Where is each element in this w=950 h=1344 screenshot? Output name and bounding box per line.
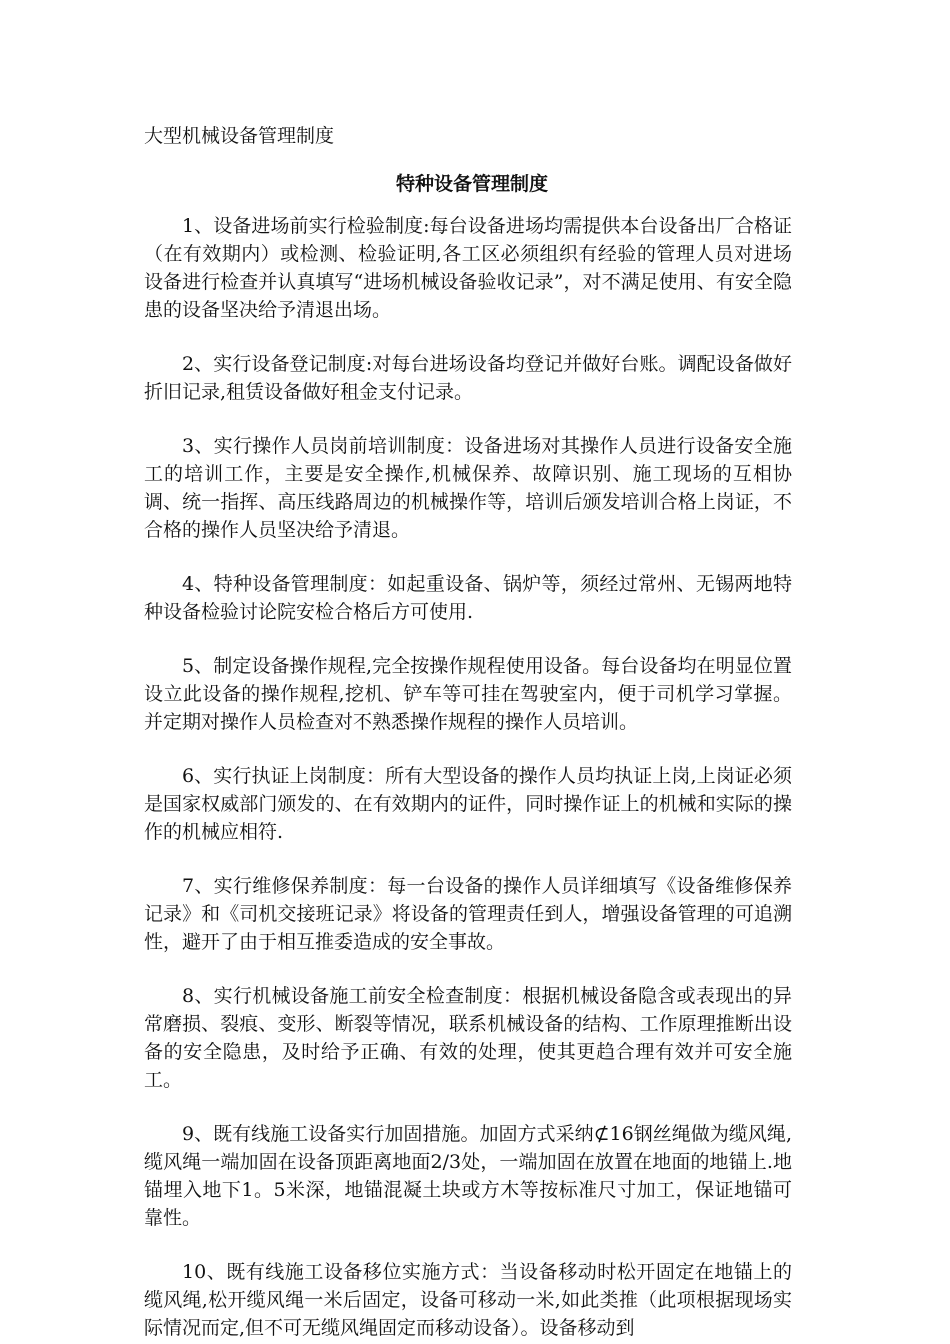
paragraph-8: 8、实行机械设备施工前安全检查制度：根据机械设备隐含或表现出的异常磨损、裂痕、变形、断裂等情况，联系机械设备的结构、工作原理推断出设备的安全隐患，及时给予正确、有效的处理，使其更趋合理有效并可安全施工。 xyxy=(144,985,792,1091)
paragraph-6: 6、实行执证上岗制度：所有大型设备的操作人员均执证上岗,上岗证必须是国家权威部门颁发的、在有效期内的证件，同时操作证上的机械和实际的操作的机械应相符. xyxy=(144,765,792,843)
paragraph-4: 4、特种设备管理制度：如起重设备、锅炉等，须经过常州、无锡两地特种设备检验讨论院安检合格后方可使用. xyxy=(144,573,792,623)
paragraph-5: 5、制定设备操作规程,完全按操作规程使用设备。每台设备均在明显位置设立此设备的操作规程,挖机、铲车等可挂在驾驶室内，便于司机学习掌握。并定期对操作人员检查对不熟悉操作规程的操作人员培训。 xyxy=(144,655,792,733)
section-title: 特种设备管理制度 xyxy=(395,173,548,195)
document-title: 大型机械设备管理制度 xyxy=(144,125,335,147)
paragraph-3: 3、实行操作人员岗前培训制度：设备进场对其操作人员进行设备安全施工的培训工作，主要是安全操作,机械保养、故障识别、施工现场的互相协调、统一指挥、高压线路周边的机械操作等，培训后颁发培训合格上岗证，不合格的操作人员坚决给予清退。 xyxy=(144,435,792,541)
paragraph-2: 2、实行设备登记制度:对每台进场设备均登记并做好台账。调配设备做好折旧记录,租赁设备做好租金支付记录。 xyxy=(144,353,792,403)
paragraph-1: 1、设备进场前实行检验制度:每台设备进场均需提供本台设备出厂合格证（在有效期内）或检测、检验证明,各工区必须组织有经验的管理人员对进场设备进行检查并认真填写“进场机械设备验收记录”，对不满足使用、有安全隐患的设备坚决给予清退出场。 xyxy=(144,215,792,321)
paragraph-7: 7、实行维修保养制度：每一台设备的操作人员详细填写《设备维修保养记录》和《司机交接班记录》将设备的管理责任到人，增强设备管理的可追溯性，避开了由于相互推委造成的安全事故。 xyxy=(144,875,792,953)
paragraph-10: 10、既有线施工设备移位实施方式：当设备移动时松开固定在地锚上的缆风绳,松开缆风绳一米后固定，设备可移动一米,如此类推（此项根据现场实际情况而定,但不可无缆风绳固定而移动设备）。设备移动到 xyxy=(144,1261,792,1339)
paragraph-9: 9、既有线施工设备实行加固措施。加固方式采纳⊄16钢丝绳做为缆风绳,缆风绳一端加固在设备顶距离地面2/3处，一端加固在放置在地面的地锚上.地锚埋入地下1。5米深，地锚混凝土块或方木等按标准尺寸加工，保证地锚可靠性。 xyxy=(144,1123,792,1229)
